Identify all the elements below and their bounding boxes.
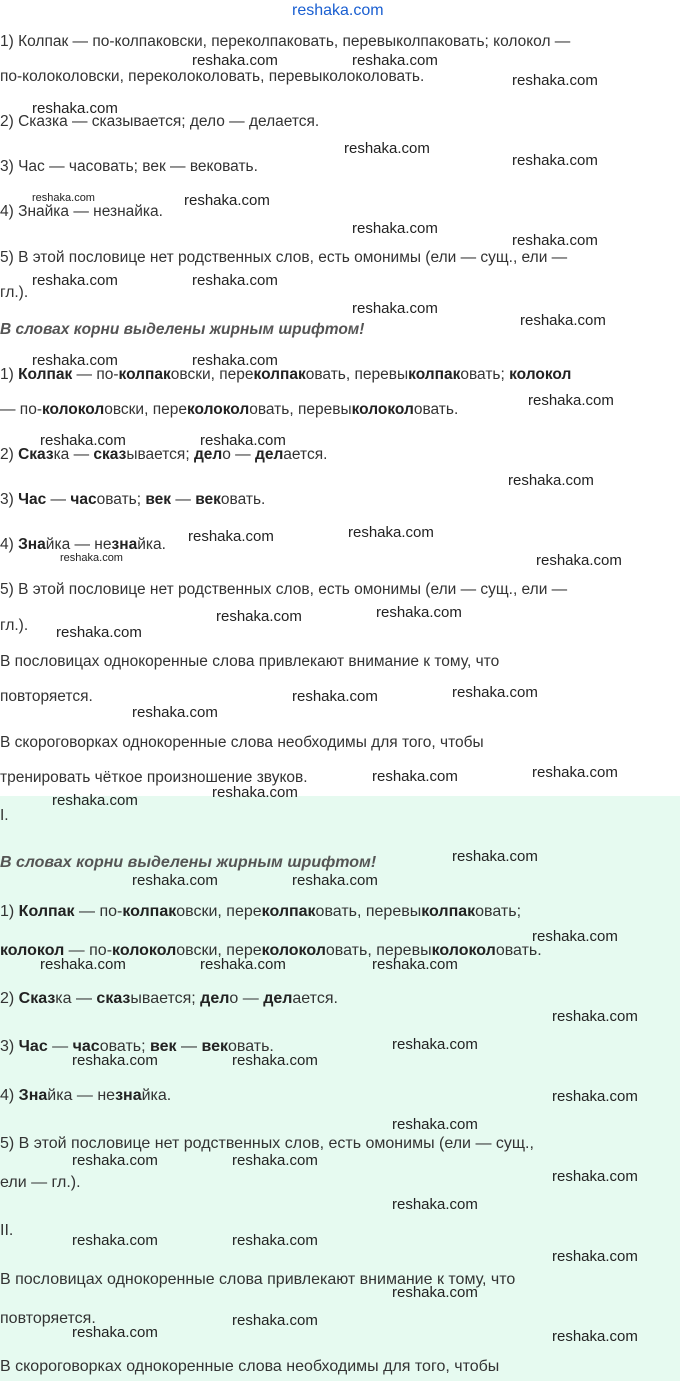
s2-line-3: 2) Сказка — сказывается; дело — делается.: [0, 446, 328, 463]
watermark: reshaka.com: [376, 604, 462, 621]
watermark: reshaka.com: [72, 1232, 158, 1249]
watermark: reshaka.com: [72, 1052, 158, 1069]
s1-line-7: гл.).: [0, 284, 29, 301]
watermark: reshaka.com: [60, 552, 123, 564]
watermark: reshaka.com: [352, 220, 438, 237]
watermark: reshaka.com: [292, 688, 378, 705]
watermark: reshaka.com: [552, 1008, 638, 1025]
s2-line-7: гл.).: [0, 617, 29, 634]
watermark: reshaka.com: [32, 192, 95, 204]
watermark: reshaka.com: [188, 528, 274, 545]
s1-line-6: 5) В этой пословице нет родственных слов, есть омонимы (ели — сущ., ели —: [0, 249, 568, 266]
watermark: reshaka.com: [392, 1116, 478, 1133]
watermark: reshaka.com: [392, 1036, 478, 1053]
s2-para-1a: В пословицах однокоренные слова привлекают внимание к тому, что: [0, 653, 500, 670]
watermark: reshaka.com: [552, 1088, 638, 1105]
watermark: reshaka.com: [392, 1284, 478, 1301]
watermark: reshaka.com: [200, 956, 286, 973]
s2-line-1: 1) Колпак — по-колпаковски, переколпаковать, перевыколпаковать; колокол: [0, 366, 572, 383]
watermark: reshaka.com: [452, 848, 538, 865]
watermark: reshaka.com: [32, 100, 118, 117]
s1-line-2: по-колоколовски, переколоколовать, перевыколоколовать.: [0, 68, 425, 85]
watermark: reshaka.com: [40, 956, 126, 973]
s2-para-1b: повторяется.: [0, 688, 93, 705]
s3-line-7: ели — гл.).: [0, 1174, 81, 1191]
watermark: reshaka.com: [532, 928, 618, 945]
s3-line-2: колокол — по-колоколовски, переколоколовать, перевыколоколовать.: [0, 942, 542, 959]
watermark: reshaka.com: [536, 552, 622, 569]
watermark: reshaka.com: [372, 956, 458, 973]
s2-para-2b: тренировать чёткое произношение звуков.: [0, 769, 308, 786]
watermark: reshaka.com: [72, 1324, 158, 1341]
watermark: reshaka.com: [232, 1152, 318, 1169]
s3-note: В словах корни выделены жирным шрифтом!: [0, 854, 377, 871]
watermark: reshaka.com: [512, 232, 598, 249]
watermark: reshaka.com: [552, 1168, 638, 1185]
watermark: reshaka.com: [32, 272, 118, 289]
s1-line-3: 2) Сказка — сказывается; дело — делается.: [0, 113, 320, 130]
watermark: reshaka.com: [72, 1152, 158, 1169]
watermark: reshaka.com: [452, 684, 538, 701]
s1-line-4: 3) Час — часовать; век — вековать.: [0, 158, 258, 175]
watermark: reshaka.com: [508, 472, 594, 489]
watermark: reshaka.com: [552, 1328, 638, 1345]
watermark: reshaka.com: [232, 1232, 318, 1249]
watermark: reshaka.com: [216, 608, 302, 625]
s1-line-1: 1) Колпак — по-колпаковски, переколпаковать, перевыколпаковать; колокол —: [0, 33, 571, 50]
s3-line-1: 1) Колпак — по-колпаковски, переколпаковать, перевыколпаковать;: [0, 903, 522, 920]
s1-line-5: 4) Знайка — незнайка.: [0, 203, 163, 220]
s3-line-3: 2) Сказка — сказывается; дело — делается.: [0, 990, 338, 1007]
watermark: reshaka.com: [184, 192, 270, 209]
s2-note: В словах корни выделены жирным шрифтом!: [0, 321, 365, 338]
watermark: reshaka.com: [200, 432, 286, 449]
watermark: reshaka.com: [292, 872, 378, 889]
watermark: reshaka.com: [512, 152, 598, 169]
watermark: reshaka.com: [192, 52, 278, 69]
watermark: reshaka.com: [392, 1196, 478, 1213]
watermark: reshaka.com: [552, 1248, 638, 1265]
watermark: reshaka.com: [132, 704, 218, 721]
watermark: reshaka.com: [192, 352, 278, 369]
s2-line-5: 4) Знайка — незнайка.: [0, 536, 166, 553]
s3-line-6: 5) В этой пословице нет родственных слов, есть омонимы (ели — сущ.,: [0, 1135, 534, 1152]
watermark: reshaka.com: [232, 1312, 318, 1329]
s3-para-1b: повторяется.: [0, 1310, 96, 1327]
watermark: reshaka.com: [132, 872, 218, 889]
s3-roman-1: I.: [0, 807, 9, 824]
watermark: reshaka.com: [528, 392, 614, 409]
s2-line-4: 3) Час — часовать; век — вековать.: [0, 491, 266, 508]
watermark: reshaka.com: [56, 624, 142, 641]
watermark: reshaka.com: [40, 432, 126, 449]
s3-para-2a: В скороговорках однокоренные слова необходимы для того, чтобы: [0, 1358, 500, 1375]
watermark: reshaka.com: [348, 524, 434, 541]
watermark: reshaka.com: [32, 352, 118, 369]
watermark: reshaka.com: [344, 140, 430, 157]
watermark: reshaka.com: [352, 52, 438, 69]
watermark: reshaka.com: [352, 300, 438, 317]
watermark: reshaka.com: [212, 784, 298, 801]
site-title[interactable]: reshaka.com: [292, 2, 384, 19]
watermark: reshaka.com: [192, 272, 278, 289]
watermark: reshaka.com: [52, 792, 138, 809]
s2-para-2a: В скороговорках однокоренные слова необходимы для того, чтобы: [0, 734, 484, 751]
s3-roman-2: II.: [0, 1222, 14, 1239]
s2-line-2: — по-колоколовски, переколоколовать, перевыколоколовать.: [0, 401, 459, 418]
watermark: reshaka.com: [232, 1052, 318, 1069]
s2-line-6: 5) В этой пословице нет родственных слов, есть омонимы (ели — сущ., ели —: [0, 581, 568, 598]
watermark: reshaka.com: [512, 72, 598, 89]
watermark: reshaka.com: [520, 312, 606, 329]
s3-para-1a: В пословицах однокоренные слова привлекают внимание к тому, что: [0, 1271, 516, 1288]
s3-line-4: 3) Час — часовать; век — вековать.: [0, 1038, 274, 1055]
watermark: reshaka.com: [532, 764, 618, 781]
watermark: reshaka.com: [372, 768, 458, 785]
s3-line-5: 4) Знайка — незнайка.: [0, 1087, 172, 1104]
